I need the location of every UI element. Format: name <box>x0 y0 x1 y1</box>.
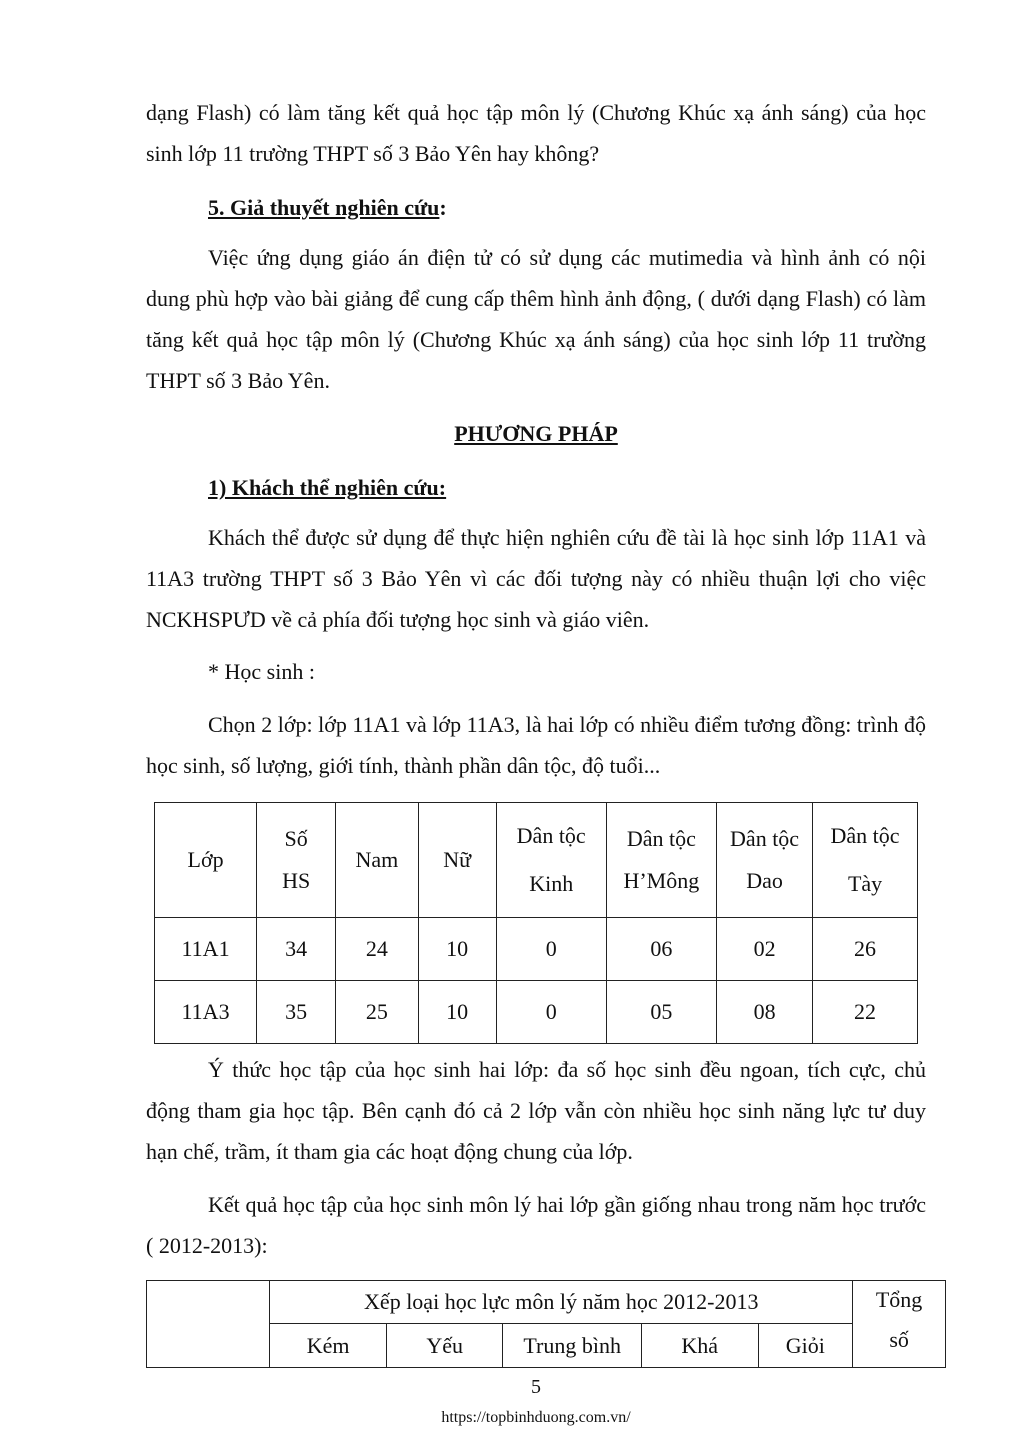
cell-kinh: 0 <box>496 981 606 1044</box>
header-total-line2: số <box>889 1327 909 1353</box>
footer-url: https://topbinhduong.com.vn/ <box>441 1409 631 1426</box>
cell-hmong: 05 <box>606 981 716 1044</box>
header-dao-line1: Dân tộc <box>730 825 800 851</box>
cell-tay: 26 <box>813 918 918 981</box>
cell-class: 11A3 <box>155 981 257 1044</box>
header-lop: Lớp <box>155 803 257 918</box>
table-row <box>155 981 918 1044</box>
table-row <box>155 918 918 981</box>
cell-female: 10 <box>418 918 496 981</box>
header-tay-line2: Tày <box>847 871 883 896</box>
header-kha: Khá <box>641 1324 758 1368</box>
cell-male: 24 <box>336 918 418 981</box>
header-kem: Kém <box>270 1324 387 1368</box>
header-kinh <box>496 803 606 918</box>
paragraph-awareness: Ý thức học tập của học sinh hai lớp: đa số học sinh đều ngoan, tích cực, chủ động tham gia học tập. Bên cạnh đó cả 2 lớp vẫn còn nhiều học sinh năng lực tư duy hạn chế, trầm, ít tham gia các hoạt động chung của lớp. <box>146 1057 926 1164</box>
header-dao <box>717 803 813 918</box>
cell-dao: 08 <box>717 981 813 1044</box>
paragraph-subjects: Khách thể được sử dụng để thực hiện nghiên cứu đề tài là học sinh lớp 11A1 và 11A3 trường THPT số 3 Bảo Yên vì các đối tượng này có nhiều thuận lợi cho việc NCKHSPƯD về cả phía đối tượng học sinh và giáo viên. <box>146 525 926 632</box>
header-so-hs <box>257 803 336 918</box>
cell-kinh: 0 <box>496 918 606 981</box>
cell-total: 34 <box>257 918 336 981</box>
grade-classification-table <box>146 1280 946 1368</box>
header-total <box>853 1281 946 1368</box>
header-grade-title: Xếp loại học lực môn lý năm học 2012-2013 <box>270 1281 853 1324</box>
cell-empty <box>147 1281 270 1368</box>
cell-class: 11A1 <box>155 918 257 981</box>
header-so-line2: HS <box>282 868 311 893</box>
header-hmong-line1: Dân tộc <box>626 825 696 851</box>
table-header-row <box>147 1281 946 1324</box>
header-tay <box>813 803 918 918</box>
class-demographics-table <box>154 802 918 1044</box>
paragraph-choose-classes: Chọn 2 lớp: lớp 11A1 và lớp 11A3, là hai lớp có nhiều điểm tương đồng: trình độ học sinh, số lượng, giới tính, thành phần dân tộc, độ tuổi... <box>146 712 926 778</box>
header-tay-line1: Dân tộc <box>830 822 900 848</box>
header-gioi: Giỏi <box>758 1324 853 1368</box>
cell-total: 35 <box>257 981 336 1044</box>
header-kinh-line1: Dân tộc <box>516 822 586 848</box>
header-dao-line2: Dao <box>746 868 783 893</box>
header-nam: Nam <box>336 803 418 918</box>
paragraph-students: * Học sinh : <box>208 659 315 684</box>
header-so-line1: Số <box>284 825 308 851</box>
heading-subjects: 1) Khách thể nghiên cứu: <box>208 475 447 500</box>
header-yeu: Yếu <box>386 1324 503 1368</box>
header-total-line1: Tổng <box>875 1287 923 1312</box>
header-trung-binh: Trung bình <box>503 1324 642 1368</box>
cell-hmong: 06 <box>606 918 716 981</box>
cell-dao: 02 <box>717 918 813 981</box>
heading-method: PHƯƠNG PHÁP <box>454 421 618 446</box>
page-number: 5 <box>531 1376 541 1398</box>
heading-hypothesis <box>208 195 447 221</box>
header-kinh-line2: Kinh <box>529 871 574 896</box>
cell-female: 10 <box>418 981 496 1044</box>
header-hmong <box>606 803 716 918</box>
table-header-row <box>155 803 918 918</box>
cell-male: 25 <box>336 981 418 1044</box>
paragraph-results: Kết quả học tập của học sinh môn lý hai lớp gần giống nhau trong năm học trước ( 2012-2013): <box>146 1192 926 1258</box>
header-nu: Nữ <box>418 803 496 918</box>
heading-hypothesis-colon: : <box>439 195 447 220</box>
header-hmong-line2: H’Mông <box>623 868 700 893</box>
cell-tay: 22 <box>813 981 918 1044</box>
paragraph-intro: dạng Flash) có làm tăng kết quả học tập môn lý (Chương Khúc xạ ánh sáng) của học sinh lớp 11 trường THPT số 3 Bảo Yên hay không? <box>146 100 926 166</box>
paragraph-hypothesis: Việc ứng dụng giáo án điện tử có sử dụng các mutimedia và hình ảnh có nội dung phù hợp vào bài giảng để cung cấp thêm hình ảnh động, ( dưới dạng Flash) có làm tăng kết quả học tập môn lý (Chương Khúc xạ ánh sáng) của học sinh lớp 11 trường THPT số 3 Bảo Yên. <box>146 245 926 393</box>
heading-hypothesis-text: 5. Giả thuyết nghiên cứu <box>208 195 440 220</box>
